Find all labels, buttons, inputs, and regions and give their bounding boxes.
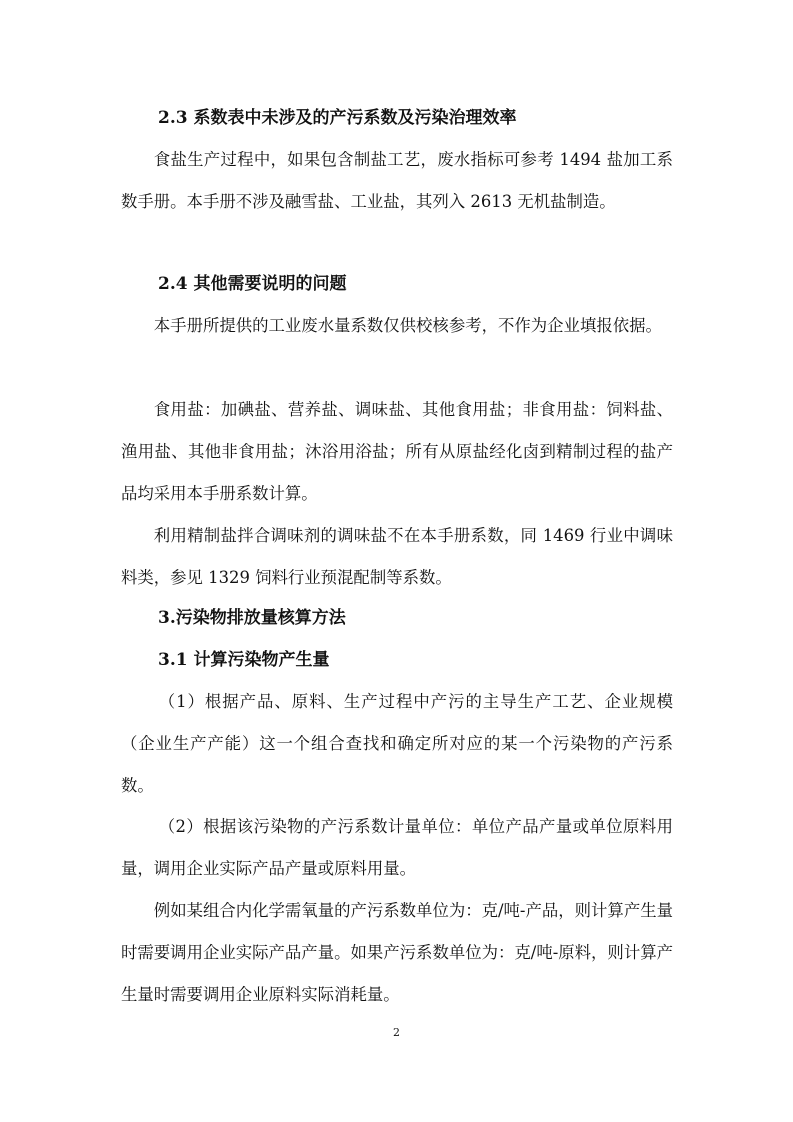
section-heading-3: 3.污染物排放量核算方法: [158, 608, 346, 628]
paragraph-wastewater-reference: 本手册所提供的工业废水量系数仅供校核参考，不作为企业填报依据。: [153, 316, 662, 335]
paragraph-step-2: （2）根据该污染物的产污系数计量单位：单位产品产量或单位原料用量，调用企业实际产品产量或原料用量。: [121, 817, 673, 878]
section-heading-2-3: 2.3 系数表中未涉及的产污系数及污染治理效率: [158, 108, 517, 128]
paragraph-seasoning-salt: 利用精制盐拌合调味剂的调味盐不在本手册系数，同 1469 行业中调味料类，参见 1329 饲料行业预混配制等系数。: [121, 526, 673, 587]
page-number: 2: [393, 1026, 400, 1039]
paragraph-example: 例如某组合内化学需氧量的产污系数单位为：克/吨-产品，则计算产生量时需要调用企业实际产品产量。如果产污系数单位为：克/吨-原料，则计算产生量时需要调用企业原料实际消耗量。: [121, 901, 673, 1004]
paragraph-salt-processing: 食盐生产过程中，如果包含制盐工艺，废水指标可参考 1494 盐加工系数手册。本手册不涉及融雪盐、工业盐，其列入 2613 无机盐制造。: [121, 150, 673, 211]
paragraph-salt-types: 食用盐：加碘盐、营养盐、调味盐、其他食用盐；非食用盐：饲料盐、渔用盐、其他非食用盐；沐浴用浴盐；所有从原盐经化卤到精制过程的盐产品均采用本手册系数计算。: [121, 400, 673, 503]
paragraph-step-1: （1）根据产品、原料、生产过程中产污的主导生产工艺、企业规模（企业生产产能）这一个组合查找和确定所对应的某一个污染物的产污系数。: [121, 692, 673, 795]
section-heading-3-1: 3.1 计算污染物产生量: [158, 650, 330, 670]
section-heading-2-4: 2.4 其他需要说明的问题: [158, 274, 347, 294]
